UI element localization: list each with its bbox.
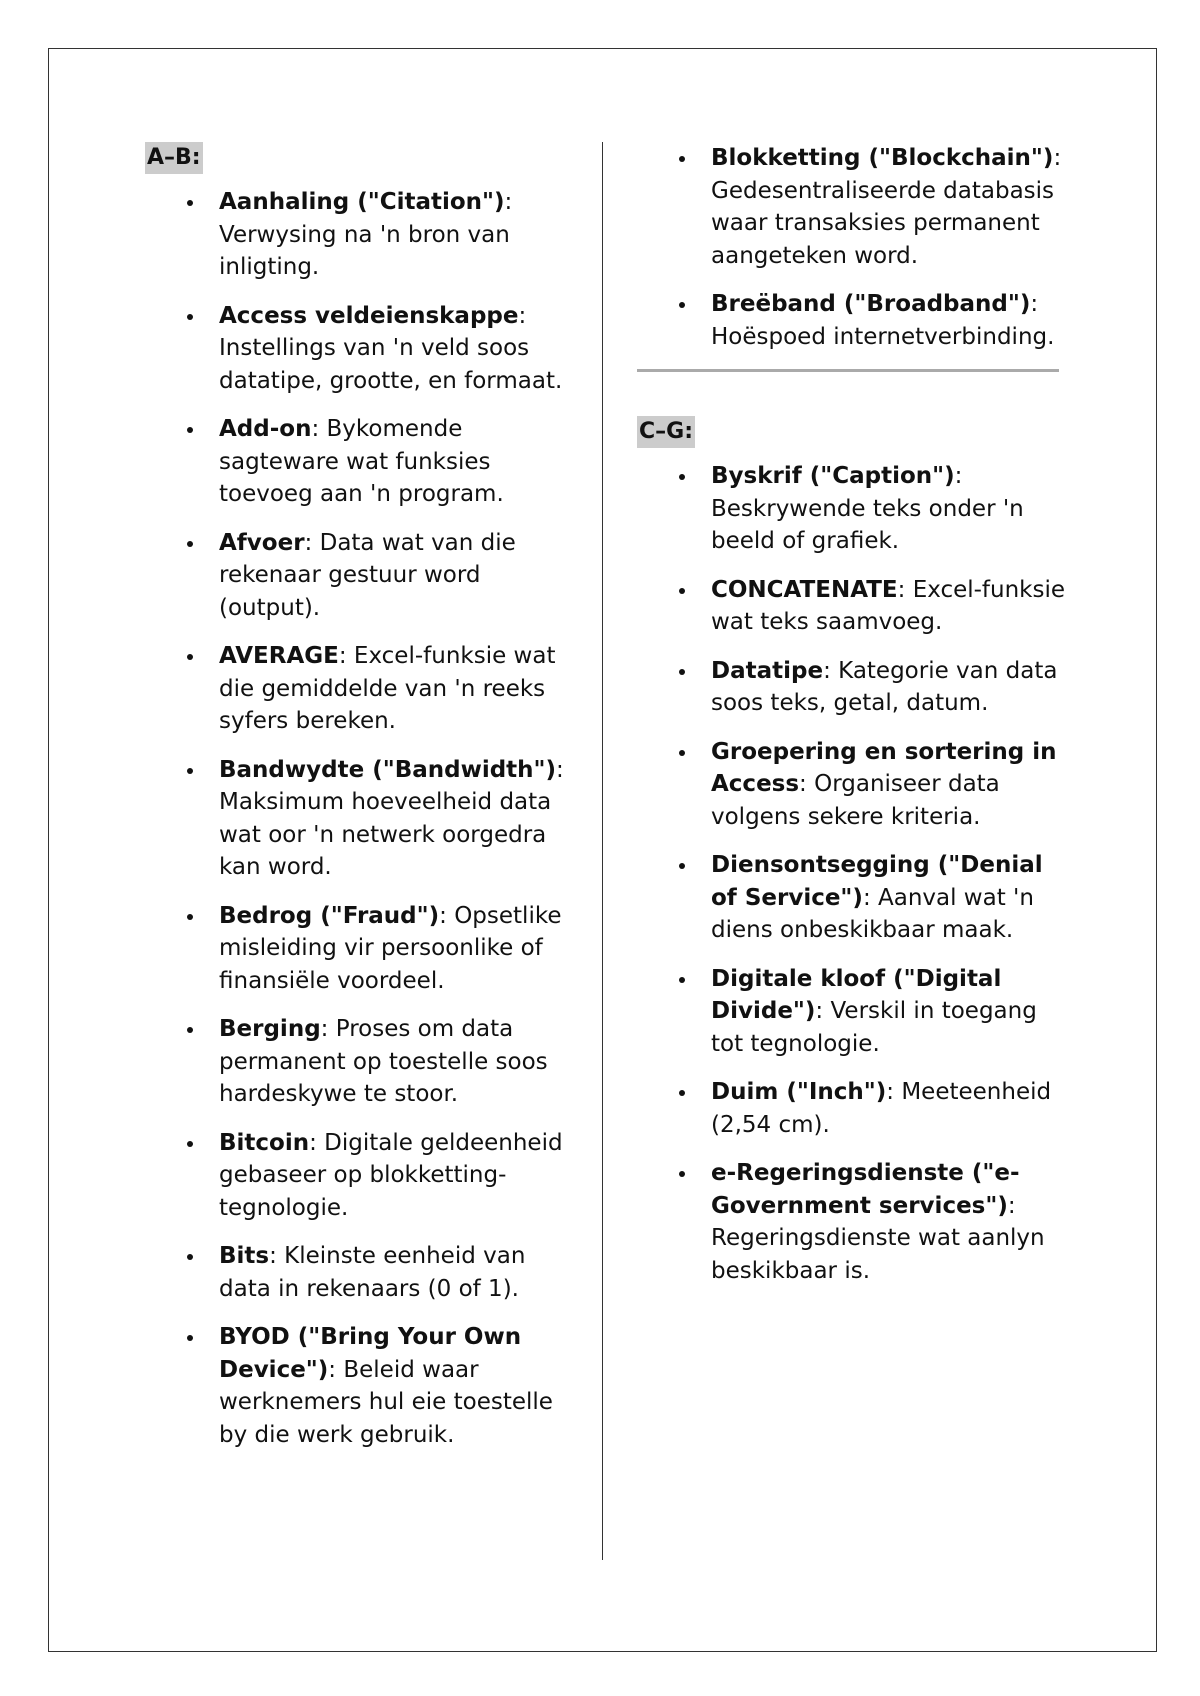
term-name: Bits xyxy=(219,1243,270,1269)
list-item xyxy=(637,574,1067,639)
list-item xyxy=(637,142,1067,272)
left-column xyxy=(145,142,575,1467)
column-divider xyxy=(602,142,603,1560)
right-column xyxy=(637,142,1067,1303)
term-definition: : Kleinste eenheid van data in rekenaars (0 of 1). xyxy=(219,1243,526,1302)
section-heading-a-b: A–B: xyxy=(145,142,203,174)
term-name: Groepering en sortering in Access xyxy=(711,738,1057,797)
term-definition: : Organiseer data volgens sekere kriteria. xyxy=(711,771,1000,830)
term-definition: : Beleid waar werknemers hul eie toestelle by die werk gebruik. xyxy=(219,1356,553,1448)
term-definition: : Instellings van 'n veld soos datatipe, grootte, en formaat. xyxy=(219,302,563,394)
list-item xyxy=(145,300,575,398)
term-definition: : Digitale geldeenheid gebaseer op blokketting-tegnologie. xyxy=(219,1129,563,1221)
list-item xyxy=(637,963,1067,1061)
list-item xyxy=(145,1013,575,1111)
list-item xyxy=(145,754,575,884)
term-name: Breëband ("Broadband") xyxy=(711,291,1031,317)
list-item xyxy=(145,640,575,738)
term-definition: : Opsetlike misleiding vir persoonlike of finansiële voordeel. xyxy=(219,902,562,994)
term-definition: : Excel-funksie wat die gemiddelde van 'n reeks syfers bereken. xyxy=(219,643,556,734)
term-name: Byskrif ("Caption") xyxy=(711,463,955,489)
list-item xyxy=(637,288,1067,353)
term-definition: : Meeteenheid (2,54 cm). xyxy=(711,1079,1052,1138)
list-item xyxy=(145,1127,575,1225)
term-definition: : Data wat van die rekenaar gestuur word (output). xyxy=(219,529,516,621)
term-name: Digitale kloof ("Digital Divide") xyxy=(711,965,1002,1024)
term-definition: : Hoëspoed internetverbinding. xyxy=(711,291,1055,350)
term-definition: : Bykomende sagteware wat funksies toevoeg aan 'n program. xyxy=(219,416,504,507)
term-name: CONCATENATE xyxy=(711,576,898,603)
term-name: Access veldeienskappe xyxy=(219,302,519,329)
term-definition: : Verwysing na 'n bron van inligting. xyxy=(219,189,513,280)
term-name: Bedrog ("Fraud") xyxy=(219,902,440,929)
term-name: BYOD ("Bring Your Own Device") xyxy=(219,1324,522,1383)
section-heading-c-g: C–G: xyxy=(637,416,695,448)
term-name: Blokketting ("Blockchain") xyxy=(711,145,1054,171)
term-name: Duim ("Inch") xyxy=(711,1079,887,1105)
term-definition: : Excel-funksie wat teks saamvoeg. xyxy=(711,576,1066,635)
list-item xyxy=(637,460,1067,558)
list-item xyxy=(637,849,1067,947)
glossary-list-a-b-continued xyxy=(637,142,1067,353)
term-definition: : Kategorie van data soos teks, getal, datum. xyxy=(711,657,1058,716)
term-name: Add-on xyxy=(219,416,312,442)
term-name: Diensontsegging ("Denial of Service") xyxy=(711,852,1043,911)
section-divider xyxy=(637,369,1059,372)
term-name: Datatipe xyxy=(711,657,824,684)
term-definition: : Aanval wat 'n diens onbeskikbaar maak. xyxy=(711,884,1034,943)
term-definition: : Gedesentraliseerde databasis waar transaksies permanent aangeteken word. xyxy=(711,145,1062,269)
term-name: Berging xyxy=(219,1016,321,1042)
glossary-list-c-g xyxy=(637,460,1067,1287)
term-name: Bandwydte ("Bandwidth") xyxy=(219,756,557,783)
term-definition: : Proses om data permanent op toestelle soos hardeskywe te stoor. xyxy=(219,1016,548,1107)
list-item xyxy=(145,527,575,625)
list-item xyxy=(145,900,575,998)
list-item xyxy=(637,1157,1067,1287)
glossary-list-a-b xyxy=(145,186,575,1451)
list-item xyxy=(145,186,575,284)
term-definition: : Verskil in toegang tot tegnologie. xyxy=(711,998,1037,1057)
list-item xyxy=(637,736,1067,834)
term-definition: : Regeringsdienste wat aanlyn beskikbaar is. xyxy=(711,1192,1045,1284)
term-name: AVERAGE xyxy=(219,643,339,669)
term-name: e-Regeringsdienste ("e-Government services") xyxy=(711,1160,1020,1219)
term-definition: : Maksimum hoeveelheid data wat oor 'n netwerk oorgedra kan word. xyxy=(219,756,564,880)
list-item xyxy=(637,655,1067,720)
list-item xyxy=(145,1240,575,1305)
term-definition: : Beskrywende teks onder 'n beeld of grafiek. xyxy=(711,463,1024,554)
list-item xyxy=(637,1076,1067,1141)
list-item xyxy=(145,413,575,511)
term-name: Aanhaling ("Citation") xyxy=(219,189,505,215)
list-item xyxy=(145,1321,575,1451)
term-name: Afvoer xyxy=(219,529,305,556)
term-name: Bitcoin xyxy=(219,1129,310,1156)
